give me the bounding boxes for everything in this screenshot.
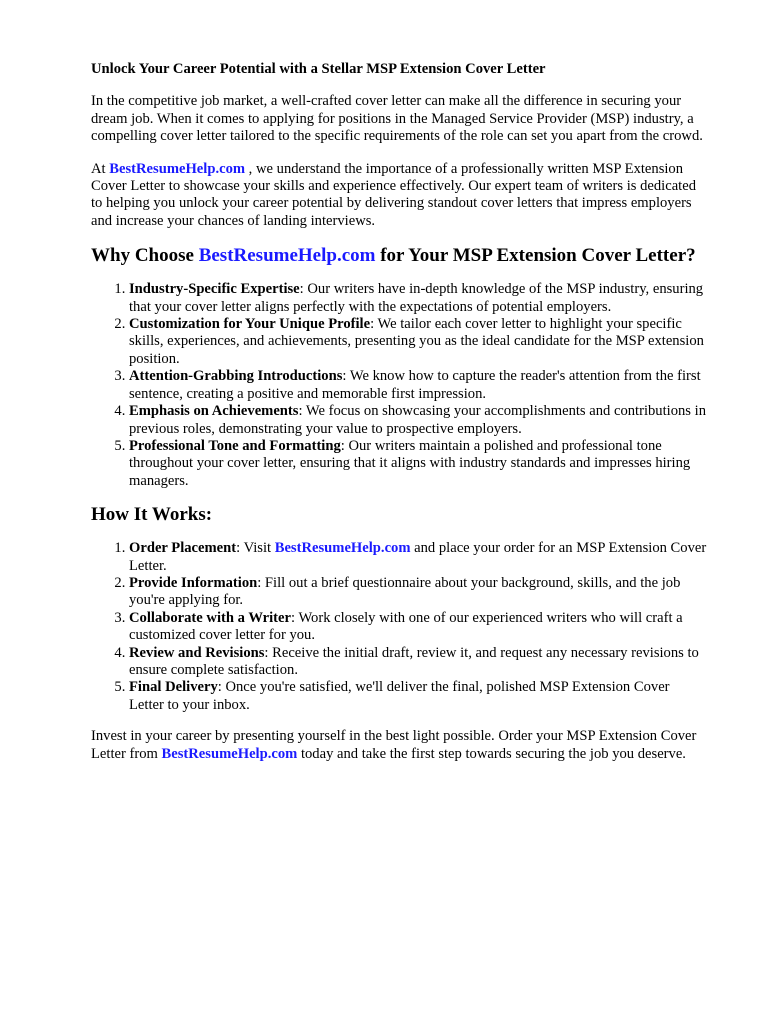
how-item-text: : Work closely with one of our experienced writers who will craft a customized cover letter for you.	[129, 609, 683, 644]
why-item-title: Professional Tone and Formatting	[129, 437, 341, 454]
why-item-title: Customization for Your Unique Profile	[129, 316, 371, 333]
why-item-title: Emphasis on Achievements	[129, 403, 299, 420]
why-heading-suffix: for Your MSP Extension Cover Letter?	[375, 245, 696, 267]
how-item-text: : Once you're satisfied, we'll deliver the final, polished MSP Extension Cover Letter to your inbox.	[129, 679, 670, 713]
closing-link[interactable]: BestResumeHelp.com	[161, 745, 298, 762]
about-paragraph	[91, 161, 708, 231]
how-item	[129, 610, 708, 645]
why-item	[129, 403, 708, 438]
how-item-link[interactable]: BestResumeHelp.com	[274, 540, 411, 557]
about-prefix: At	[91, 160, 110, 177]
how-item-title: Final Delivery	[129, 679, 218, 696]
why-item-text: : We focus on showcasing your accomplishments and contributions in previous roles, demonstrating your value to prospective employers.	[129, 403, 706, 437]
why-item-text: : We know how to capture the reader's attention from the first sentence, creating a positive and memorable first impression.	[129, 368, 701, 402]
how-item	[129, 540, 708, 575]
how-list	[91, 540, 708, 714]
how-item-text: : Receive the initial draft, review it, and request any necessary revisions to ensure complete satisfaction.	[129, 644, 699, 678]
closing-prefix: Invest in your career by presenting yourself in the best light possible. Order your MSP Extension Cover Letter from	[91, 728, 697, 762]
why-item	[129, 281, 708, 316]
why-item-title: Industry-Specific Expertise	[129, 281, 300, 298]
how-item-title: Collaborate with a Writer	[129, 609, 291, 626]
closing-paragraph	[91, 728, 708, 763]
why-item-text: : Our writers have in-depth knowledge of the MSP industry, ensuring that your cover letter aligns perfectly with the expectations of potential employers.	[129, 281, 704, 315]
why-item-title: Attention-Grabbing Introductions	[129, 368, 343, 385]
how-item	[129, 575, 708, 610]
why-item	[129, 316, 708, 368]
why-item	[129, 438, 708, 490]
how-heading: How It Works:	[91, 504, 213, 526]
how-item-title: Order Placement	[129, 540, 237, 557]
why-item-text: : We tailor each cover letter to highlight your specific skills, experiences, and achievements, presenting you as the ideal candidate for the MSP extension position.	[129, 316, 704, 367]
intro-paragraph: In the competitive job market, a well-crafted cover letter can make all the difference in securing your dream job. When it comes to applying for positions in the Managed Service Provider (MSP) industry, a compelling cover letter tailored to the specific requirements of the role can set you apart from the crowd.	[91, 93, 703, 145]
how-item-title: Provide Information	[129, 574, 258, 591]
how-item-text-after: and place your order for an MSP Extension Cover Letter.	[129, 540, 707, 574]
why-list	[91, 281, 708, 490]
why-item	[129, 368, 708, 403]
how-item	[129, 645, 708, 680]
why-heading-link[interactable]: BestResumeHelp.com	[198, 245, 376, 267]
why-item-text: : Our writers maintain a polished and professional tone throughout your cover letter, ensuring that it aligns with industry standards and impresses hiring managers.	[129, 437, 691, 489]
about-suffix: , we understand the importance of a professionally written MSP Extension Cover Letter to showcase your skills and experience effectively. Our expert team of writers is dedicated to helping you unlock your career potential by delivering standout cover letters that impress employers and increase your chances of landing interviews.	[91, 160, 697, 229]
how-item	[129, 679, 708, 714]
closing-suffix: today and take the first step towards securing the job you deserve.	[297, 745, 686, 762]
how-item-title: Review and Revisions	[129, 644, 265, 661]
why-heading-prefix: Why Choose	[91, 245, 199, 267]
why-heading	[91, 245, 708, 267]
about-link[interactable]: BestResumeHelp.com	[109, 160, 246, 177]
document-title: Unlock Your Career Potential with a Stellar MSP Extension Cover Letter	[91, 61, 546, 77]
how-item-text: : Visit	[236, 540, 275, 557]
how-item-text: : Fill out a brief questionnaire about your background, skills, and the job you're applying for.	[129, 574, 681, 609]
